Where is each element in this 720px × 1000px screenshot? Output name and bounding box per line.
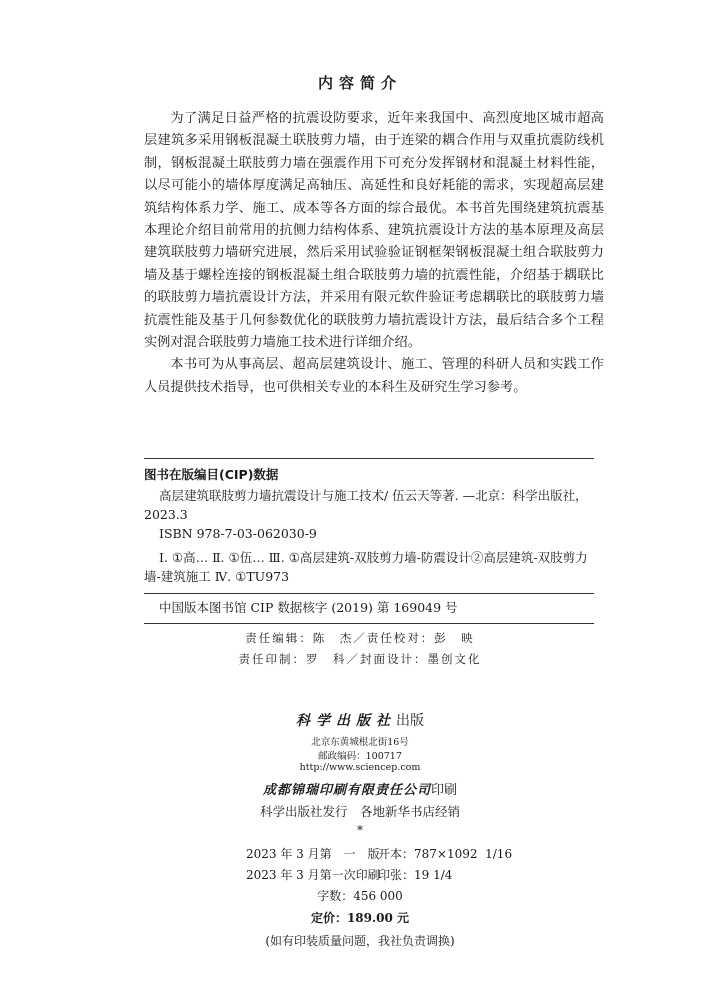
cip-classification: Ⅰ. ①高… Ⅱ. ①伍… Ⅲ. ①高层建筑-双肢剪力墙-防震设计②高层建筑-双肢剪力墙-建筑施工 Ⅳ. ①TU973: [144, 550, 588, 584]
cip-entry-block: [144, 486, 596, 543]
credits-printing-cover: 责任印制：罗 科／封面设计：墨创文化: [238, 652, 482, 666]
cip-data-number: 中国版本图书馆 CIP 数据核字 (2019) 第 169049 号: [159, 600, 458, 615]
quality-note: (如有印装质量问题，我社负责调换): [265, 934, 455, 948]
publisher-suffix: 出版: [396, 713, 424, 729]
word-count: 字数：456 000: [317, 889, 403, 903]
publisher-website: http://www.sciencep.com: [299, 762, 421, 773]
first-edition: 2023 年 3 月第 一 版: [246, 847, 380, 861]
printer-suffix: 印刷: [431, 783, 458, 798]
distribution-line: 科学出版社发行 各地新华书店经销: [259, 804, 460, 819]
price: 定价：189.00 元: [310, 911, 410, 925]
publisher-postcode: 邮政编码：100717: [318, 751, 402, 762]
first-printing: 2023 年 3 月第一次印刷: [246, 868, 380, 882]
publisher-address: 北京东黄城根北街16号: [311, 737, 409, 748]
intro-paragraph-1: 为了满足日益严格的抗震设防要求，近年来我国中、高烈度地区城市超高层建筑多采用钢板混凝土联肢剪力墙，由于连梁的耦合作用与双重抗震防线机制，钢板混凝土联肢剪力墙在强震作用下可充分发挥钢材和混凝土材料性能，以尽可能小的墙体厚度满足高轴压、高延性和良好耗能的需求，实现超高层建筑结构体系力学、施工、成本等各方面的综合最优。本书首先围绕建筑抗震基本理论介绍目前常用的抗侧力结构体系、建筑抗震设计方法的基本原理及高层建筑联肢剪力墙研究进展，然后采用试验验证钢框架钢板混凝土组合联肢剪力墙及基于螺栓连接的钢板混凝土组合联肢剪力墙的抗震性能，介绍基于耦联比的联肢剪力墙抗震设计方法，并采用有限元软件验证考虑耦联比的联肢剪力墙抗震性能及基于几何参数优化的联肢剪力墙抗震设计方法，最后结合多个工程实例对混合联肢剪力墙施工技术进行详细介绍。: [144, 111, 604, 351]
cip-middle-rule: [144, 593, 594, 594]
separator-star: *: [357, 823, 363, 837]
publisher-line: [0, 710, 720, 730]
cip-isbn: ISBN 978-7-03-062030-9: [159, 526, 317, 541]
intro-body: [144, 108, 604, 399]
intro-paragraph-2: 本书可为从事高层、超高层建筑设计、施工、管理的科研人员和实践工作人员提供技术指导，也可供相关专业的本科生及研究生学习参考。: [144, 357, 604, 395]
cip-entry: 高层建筑联肢剪力墙抗震设计与施工技术/ 伍云天等著. —北京：科学出版社，2023.3: [144, 488, 588, 522]
cip-bottom-rule: [144, 623, 594, 624]
cip-classification-block: [144, 548, 596, 586]
printer-name: 成都锦瑞印刷有限责任公司: [262, 783, 431, 798]
cip-heading: 图书在版编目(CIP)数据: [144, 467, 279, 482]
credits-editor-proofreader: 责任编辑：陈 杰／责任校对：彭 映: [245, 631, 475, 645]
book-format: 开本：787×1092 1/16: [378, 847, 513, 861]
printer-line: [0, 779, 720, 798]
publisher-name: 科学出版社: [296, 713, 396, 729]
printed-sheets: 印张：19 1/4: [378, 868, 453, 882]
cip-top-rule: [144, 458, 594, 459]
intro-title: 内容简介: [317, 74, 402, 92]
